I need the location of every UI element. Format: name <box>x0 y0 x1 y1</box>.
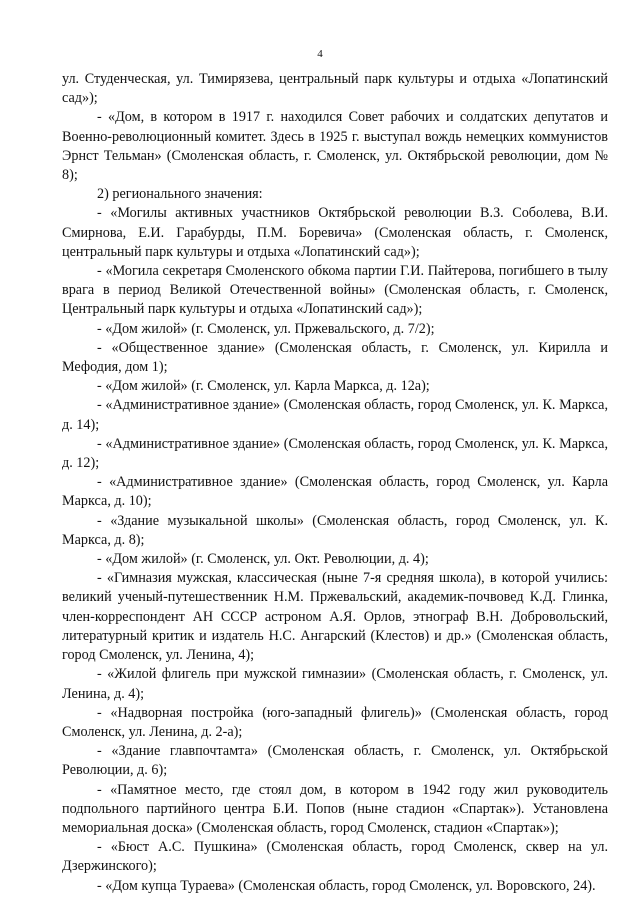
list-item: - «Надворная постройка (юго-западный флигель)» (Смоленская область, город Смоленск, ул. Ленина, д. 2-а); <box>62 704 608 740</box>
list-item: - «Административное здание» (Смоленская область, город Смоленск, ул. Карла Маркса, д. 10); <box>62 474 608 510</box>
list-item: - «Бюст А.С. Пушкина» (Смоленская область, город Смоленск, сквер на ул. Дзержинского); <box>62 839 608 875</box>
list-item: - «Гимназия мужская, классическая (ныне 7-я средняя школа), в которой учились: великий ученый-путешественник Н.М. Пржевальский, академик-почвовед К.Д. Глинка, член-корреспондент АН СССР астроном А.Я. Орлов, этнограф В.Н. Добровольский, литературный критик и издатель Н.С. Ангарский (Клестов) и др.» (Смоленская область, город Смоленск, ул. Ленина, 4); <box>62 570 608 664</box>
list-item: - «Общественное здание» (Смоленская область, г. Смоленск, ул. Кирилла и Мефодия, дом 1); <box>62 339 608 376</box>
list-item: - «Дом жилой» (г. Смоленск, ул. Карла Маркса, д. 12а); <box>97 378 430 395</box>
list-item: - «Памятное место, где стоял дом, в котором в 1942 году жил руководитель подпольного партийного центра Б.И. Попов (ныне стадион «Спартак»). Установлена мемориальная доска» (Смоленская область, город Смоленск, стадион «Спартак»); <box>62 781 608 836</box>
list-item: - «Административное здание» (Смоленская область, город Смоленск, ул. К. Маркса, д. 14); <box>62 397 608 433</box>
list-item: - «Дом купца Тураева» (Смоленская область, город Смоленск, ул. Воровского, 24). <box>97 877 596 894</box>
list-item: - «Могилы активных участников Октябрьской революции В.З. Соболева, В.И. Смирнова, Е.И. Гарабурды, П.М. Боревича» (Смоленская область, г. Смоленск, центральный парк культуры и отдыха «Лопатинский сад»); <box>62 205 608 260</box>
paragraph-continuation: ул. Студенческая, ул. Тимирязева, центральный парк культуры и отдыха «Лопатинский сад»); <box>62 71 608 107</box>
list-item: - «Здание главпочтамта» (Смоленская область, г. Смоленск, ул. Октябрьской Революции, д. 6); <box>62 743 608 779</box>
list-item: - «Административное здание» (Смоленская область, город Смоленск, ул. К. Маркса, д. 12); <box>62 435 608 472</box>
list-item: - «Здание музыкальной школы» (Смоленская область, город Смоленск, ул. К. Маркса, д. 8); <box>62 512 608 548</box>
section-heading: 2) регионального значения: <box>97 186 263 203</box>
page-number: 4 <box>317 48 323 60</box>
list-item: - «Дом жилой» (г. Смоленск, ул. Окт. Революции, д. 4); <box>97 551 429 568</box>
list-item: - «Могила секретаря Смоленского обкома партии Г.И. Пайтерова, погибшего в тылу врага в период Великой Отечественной войны» (Смоленская область, г. Смоленск, Центральный парк культуры и отдыха «Лопатинский сад»); <box>62 263 608 318</box>
list-item: - «Жилой флигель при мужской гимназии» (Смоленская область, г. Смоленск, ул. Ленина, д. 4); <box>62 666 608 702</box>
list-item: - «Дом, в котором в 1917 г. находился Совет рабочих и солдатских депутатов и Военно-революционный комитет. Здесь в 1925 г. выступал вождь немецких коммунистов Эрнст Тельман» (Смоленская область, г. Смоленск, ул. Октябрьской революции, дом № 8); <box>62 109 608 184</box>
list-item: - «Дом жилой» (г. Смоленск, ул. Пржевальского, д. 7/2); <box>97 320 435 337</box>
document-body <box>62 70 608 896</box>
